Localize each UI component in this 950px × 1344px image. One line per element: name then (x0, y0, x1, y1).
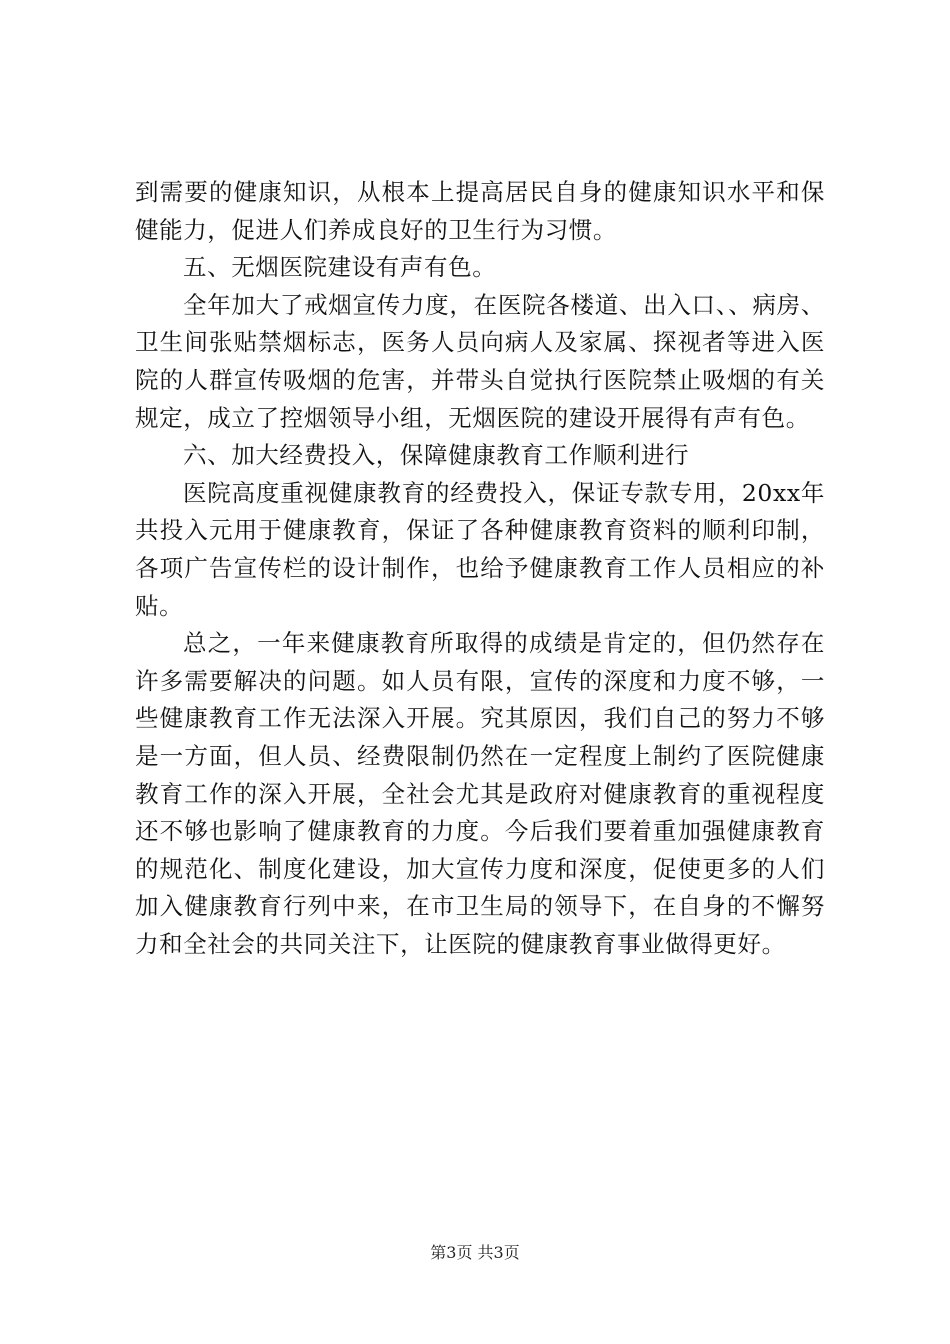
document-body (135, 174, 825, 963)
paragraph-continuation: 到需要的健康知识，从根本上提高居民自身的健康知识水平和保健能力，促进人们养成良好的卫生行为习惯。 (135, 178, 825, 244)
paragraph-funding: 医院高度重视健康教育的经费投入，保证专款专用，20xx年共投入元用于健康教育，保证了各种健康教育资料的顺利印制，各项广告宣传栏的设计制作，也给予健康教育工作人员相应的补贴。 (135, 478, 825, 620)
paragraph-smoke-free: 全年加大了戒烟宣传力度，在医院各楼道、出入口、、病房、卫生间张贴禁烟标志，医务人员向病人及家属、探视者等进入医院的人群宣传吸烟的危害，并带头自觉执行医院禁止吸烟的有关规定，成立了控烟领导小组，无烟医院的建设开展得有声有色。 (135, 290, 825, 432)
paragraph-summary: 总之，一年来健康教育所取得的成绩是肯定的，但仍然存在许多需要解决的问题。如人员有限，宣传的深度和力度不够，一些健康教育工作无法深入开展。究其原因，我们自己的努力不够是一方面，但人员、经费限制仍然在一定程度上制约了医院健康教育工作的深入开展，全社会尤其是政府对健康教育的重视程度还不够也影响了健康教育的力度。今后我们要着重加强健康教育的规范化、制度化建设，加大宣传力度和深度，促使更多的人们加入健康教育行列中来，在市卫生局的领导下，在自身的不懈努力和全社会的共同关注下，让医院的健康教育事业做得更好。 (135, 629, 825, 958)
section-heading-smoke-free: 五、无烟医院建设有声有色。 (183, 253, 497, 282)
page-number-footer: 第3页 共3页 (430, 1243, 520, 1262)
section-heading-funding: 六、加大经费投入，保障健康教育工作顺利进行 (183, 441, 690, 470)
